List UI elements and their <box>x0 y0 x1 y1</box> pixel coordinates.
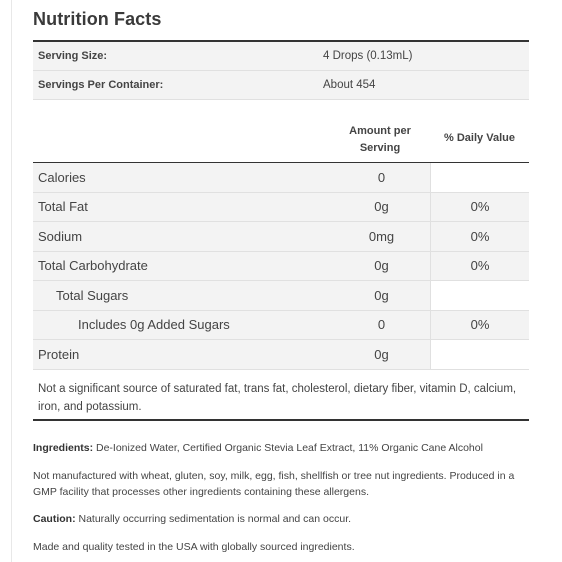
servings-per-container-row <box>33 71 529 100</box>
serving-info-table <box>33 40 529 100</box>
nutrient-name: Calories <box>38 169 86 185</box>
amount-header-line1: Amount per <box>349 125 411 137</box>
allergen-statement: Not manufactured with wheat, gluten, soy, milk, egg, fish, shellfish or tree nut ingredients. Produced in a GMP facility that processes other ingredients containing these allergens. <box>33 470 515 498</box>
servings-per-container-value: About 454 <box>323 79 376 91</box>
table-row <box>33 252 529 282</box>
nutrient-name: Total Sugars <box>56 287 129 303</box>
daily-value-header: % Daily Value <box>444 132 515 144</box>
nutrient-name: Protein <box>38 346 80 362</box>
ingredients-label: Ingredients: <box>33 442 94 454</box>
nutrient-daily-value <box>430 281 529 310</box>
nutrient-amount: 0 <box>377 317 386 333</box>
nutrient-amount: 0 <box>377 169 386 185</box>
nutrient-daily-value <box>430 163 529 192</box>
table-row <box>33 222 529 252</box>
origin-statement: Made and quality tested in the USA with globally sourced ingredients. <box>33 541 355 553</box>
nutrient-amount: 0mg <box>368 228 395 244</box>
nutrient-amount: 0g <box>374 199 389 215</box>
table-row <box>33 340 529 370</box>
nutrient-table-header <box>33 118 529 164</box>
caution-label: Caution: <box>33 513 76 525</box>
nutrient-amount: 0g <box>374 287 389 303</box>
nutrient-daily-value: 0% <box>430 252 529 281</box>
ingredients-text: De-Ionized Water, Certified Organic Stevia Leaf Extract, 11% Organic Cane Alcohol <box>93 442 483 454</box>
table-row <box>33 163 529 193</box>
page-title: Nutrition Facts <box>33 9 162 29</box>
nutrient-daily-value: 0% <box>430 311 529 340</box>
amount-header-line2: Serving <box>359 142 401 154</box>
ingredients-line <box>33 440 529 456</box>
nutrient-daily-value: 0% <box>430 193 529 222</box>
nutrient-name: Total Fat <box>38 199 88 215</box>
nutrient-table <box>33 163 529 370</box>
nutrient-daily-value <box>430 340 529 369</box>
serving-size-label: Serving Size: <box>38 50 108 62</box>
left-divider <box>11 0 12 562</box>
table-row <box>33 311 529 341</box>
caution-line <box>33 511 529 527</box>
nutrient-name: Total Carbohydrate <box>38 258 148 274</box>
nutrient-name: Includes 0g Added Sugars <box>78 317 230 333</box>
nutrient-daily-value: 0% <box>430 222 529 251</box>
table-row <box>33 193 529 223</box>
nutrient-amount: 0g <box>374 258 389 274</box>
serving-size-value: 4 Drops (0.13mL) <box>323 50 413 62</box>
nutrient-amount: 0g <box>374 346 389 362</box>
caution-text: Naturally occurring sedimentation is normal and can occur. <box>75 513 352 525</box>
amount-per-serving-header <box>333 123 427 157</box>
serving-size-row <box>33 42 529 71</box>
nutrition-footnote: Not a significant source of saturated fat, trans fat, cholesterol, dietary fiber, vitamin D, calcium, iron, and potassium. <box>33 374 529 421</box>
nutrient-name: Sodium <box>38 228 83 244</box>
servings-per-container-label: Servings Per Container: <box>38 79 164 91</box>
table-row <box>33 281 529 311</box>
